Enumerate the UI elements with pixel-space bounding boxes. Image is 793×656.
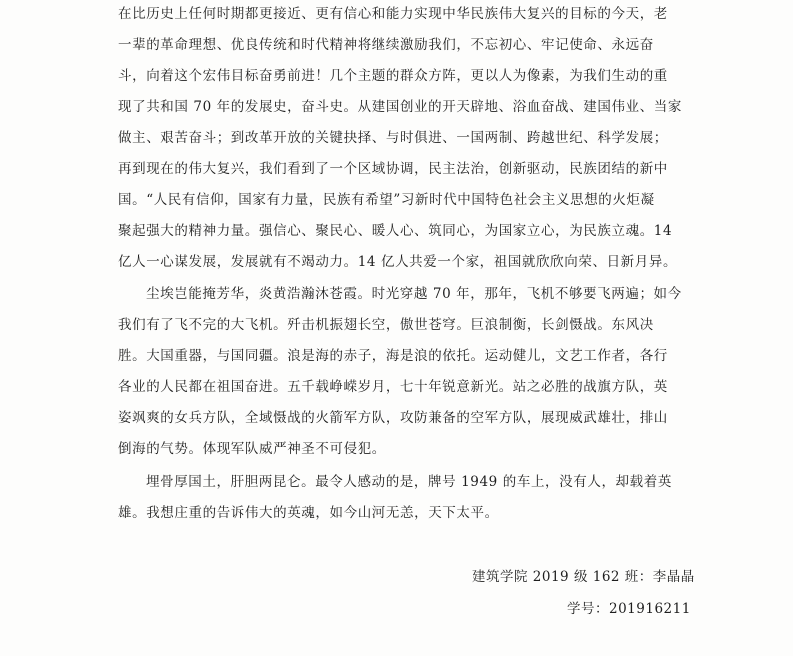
paragraph-1-line-8: 聚起强大的精神力量。强信心、聚民心、暖人心、筑同心，为国家立心，为民族立魂。14 bbox=[118, 223, 673, 239]
paragraph-1-line-6: 再到现在的伟大复兴，我们看到了一个区域协调，民主法治，创新驱动，民族团结的新中 bbox=[118, 161, 668, 177]
paragraph-1-line-5: 做主、艰苦奋斗；到改革开放的关键抉择、与时俱进、一国两制、跨越世纪、科学发展； bbox=[118, 130, 668, 146]
paragraph-2-line-5: 姿飒爽的女兵方队，全域慑战的火箭军方队，攻防兼备的空军方队，展现威武雄壮，排山 bbox=[118, 410, 668, 426]
paragraph-2-line-3: 胜。大国重器，与国同疆。浪是海的赤子，海是浪的依托。运动健儿，文艺工作者，各行 bbox=[118, 348, 668, 364]
paragraph-1-line-1: 在比历史上任何时期都更接近、更有信心和能力实现中华民族伟大复兴的目标的今天，老 bbox=[118, 6, 668, 22]
paragraph-2-line-1: 尘埃岂能掩芳华，炎黄浩瀚沐苍霞。时光穿越 70 年，那年，飞机不够要飞两遍；如今 bbox=[146, 286, 682, 302]
student-id: 学号：201916211 bbox=[567, 601, 691, 617]
paragraph-1-line-9: 亿人一心谋发展，发展就有不竭动力。14 亿人共爱一个家，祖国就欣欣向荣、日新月异。 bbox=[118, 254, 678, 270]
paragraph-1-line-3: 斗，向着这个宏伟目标奋勇前进！几个主题的群众方阵，更以人为像素，为我们生动的重 bbox=[118, 68, 668, 84]
paragraph-3-line-1: 埋骨厚国土，肝胆两昆仑。最令人感动的是，牌号 1949 的车上，没有人，却载着英 bbox=[146, 474, 672, 490]
paragraph-2-line-6: 倒海的气势。体现军队威严神圣不可侵犯。 bbox=[118, 441, 386, 457]
paragraph-3-line-2: 雄。我想庄重的告诉伟大的英魂，如今山河无恙，天下太平。 bbox=[118, 505, 499, 521]
author-signature: 建筑学院 2019 级 162 班：李晶晶 bbox=[472, 569, 695, 585]
paragraph-1-line-7: 国。“人民有信仰，国家有力量，民族有希望”习新时代中国特色社会主义思想的火炬凝 bbox=[118, 192, 655, 208]
paragraph-2-line-4: 各业的人民都在祖国奋进。五千载峥嵘岁月，七十年锐意新光。站之必胜的战旗方队，英 bbox=[118, 379, 668, 395]
paragraph-2-line-2: 我们有了飞不完的大飞机。歼击机振翅长空，傲世苍穹。巨浪制衡，长剑慑战。东风决 bbox=[118, 317, 654, 333]
paragraph-1-line-4: 现了共和国 70 年的发展史，奋斗史。从建国创业的开天辟地、浴血奋战、建国伟业、当家 bbox=[118, 99, 682, 115]
paragraph-1-line-2: 一辈的革命理想、优良传统和时代精神将继续激励我们，不忘初心、牢记使命、永远奋 bbox=[118, 37, 654, 53]
